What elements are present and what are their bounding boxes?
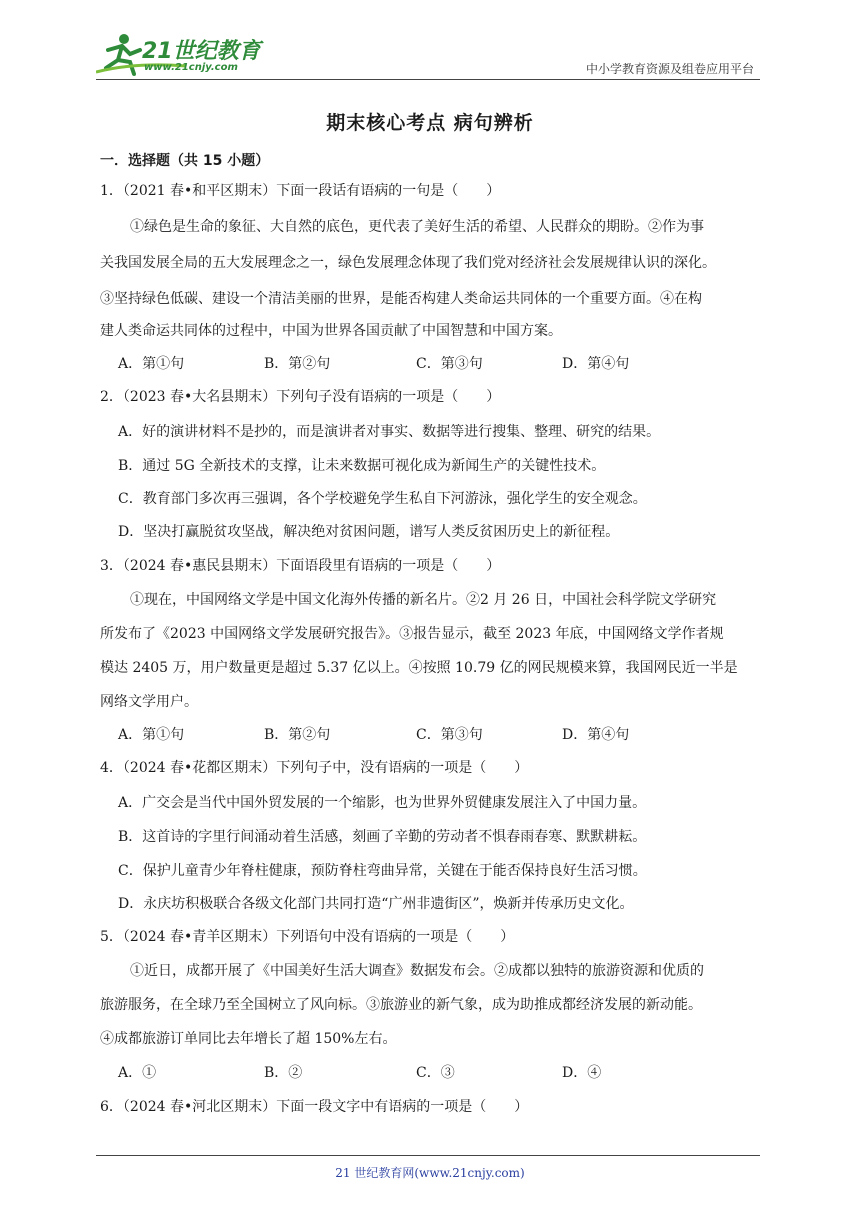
question-3-line: ①现在，中国网络文学是中国文化海外传播的新名片。②2 月 26 日，中国社会科学院文学研究 xyxy=(130,592,717,608)
question-5-option-b: B．② xyxy=(264,1065,303,1081)
question-4-option-a: A．广交会是当代中国外贸发展的一个缩影，也为世界外贸健康发展注入了中国力量。 xyxy=(118,795,647,811)
question-3-line: 所发布了《2023 中国网络文学发展研究报告》。③报告显示，截至 2023 年底，中国网络文学作者规 xyxy=(100,626,724,642)
question-1-line: 关我国发展全局的五大发展理念之一，绿色发展理念体现了我们党对经济社会发展规律认识的深化。 xyxy=(100,255,716,271)
question-1-line: ③坚持绿色低碳、建设一个清洁美丽的世界，是能否构建人类命运共同体的一个重要方面。④在构 xyxy=(100,291,702,307)
question-2-stem: 2．（2023 春•大名县期末）下列句子没有语病的一项是（ ） xyxy=(100,389,501,405)
header-divider xyxy=(96,79,760,80)
question-5-option-a: A．① xyxy=(118,1065,157,1081)
question-1-line: 建人类命运共同体的过程中，中国为世界各国贡献了中国智慧和中国方案。 xyxy=(100,323,562,339)
question-3-line: 网络文学用户。 xyxy=(100,694,198,710)
question-5-stem: 5．（2024 春•青羊区期末）下列语句中没有语病的一项是（ ） xyxy=(100,929,515,945)
question-3-line: 模达 2405 万，用户数量更是超过 5.37 亿以上。④按照 10.79 亿的网民规模来算，我国网民近一半是 xyxy=(100,660,738,676)
question-2-option-c: C．教育部门多次再三强调，各个学校避免学生私自下河游泳，强化学生的安全观念。 xyxy=(118,491,647,507)
question-5-line: 旅游服务，在全球乃至全国树立了风向标。③旅游业的新气象，成为助推成都经济发展的新动能。 xyxy=(100,997,702,1013)
page-footer: 21 世纪教育网(www.21cnjy.com) xyxy=(335,1166,525,1180)
question-1-option-a: A．第①句 xyxy=(118,356,185,372)
question-6-stem: 6．（2024 春•河北区期末）下面一段文字中有语病的一项是（ ） xyxy=(100,1099,529,1115)
page-title: 期末核心考点 病句辨析 xyxy=(326,112,534,134)
question-4-option-c: C．保护儿童青少年脊柱健康，预防脊柱弯曲异常，关键在于能否保持良好生活习惯。 xyxy=(118,863,647,879)
question-4-stem: 4．（2024 春•花都区期末）下列句子中，没有语病的一项是（ ） xyxy=(100,760,529,776)
question-2-option-d: D．坚决打赢脱贫攻坚战，解决绝对贫困问题，谱写人类反贫困历史上的新征程。 xyxy=(118,524,620,540)
platform-name: 中小学教育资源及组卷应用平台 xyxy=(585,62,754,76)
question-5-line: ④成都旅游订单同比去年增长了超 150%左右。 xyxy=(100,1031,397,1047)
section-heading: 一．选择题（共 15 小题） xyxy=(100,153,270,169)
question-1-line: ①绿色是生命的象征、大自然的底色，更代表了美好生活的希望、人民群众的期盼。②作为事 xyxy=(130,219,704,235)
question-5-line: ①近日，成都开展了《中国美好生活大调查》数据发布会。②成都以独特的旅游资源和优质的 xyxy=(130,963,704,979)
question-1-option-d: D．第④句 xyxy=(562,356,630,372)
question-3-option-d: D．第④句 xyxy=(562,727,630,743)
question-2-option-a: A．好的演讲材料不是抄的，而是演讲者对事实、数据等进行搜集、整理、研究的结果。 xyxy=(118,424,661,440)
footer-divider xyxy=(96,1155,760,1156)
question-1-option-b: B．第②句 xyxy=(264,356,331,372)
question-3-option-a: A．第①句 xyxy=(118,727,185,743)
question-1-option-c: C．第③句 xyxy=(416,356,483,372)
page-header xyxy=(96,32,760,82)
question-3-option-b: B．第②句 xyxy=(264,727,331,743)
site-logo xyxy=(96,32,266,78)
question-3-stem: 3．（2024 春•惠民县期末）下面语段里有语病的一项是（ ） xyxy=(100,558,501,574)
logo-text: 21世纪教育 xyxy=(142,39,261,64)
question-5-option-c: C．③ xyxy=(416,1065,455,1081)
question-5-option-d: D．④ xyxy=(562,1065,602,1081)
question-3-option-c: C．第③句 xyxy=(416,727,483,743)
question-4-option-b: B．这首诗的字里行间涌动着生活感，刻画了辛勤的劳动者不惧春雨春寒、默默耕耘。 xyxy=(118,829,647,845)
question-4-option-d: D．永庆坊积极联合各级文化部门共同打造“广州非遗街区”，焕新并传承历史文化。 xyxy=(118,896,634,912)
logo-url: www.21cnjy.com xyxy=(144,62,238,73)
question-1-stem: 1．（2021 春•和平区期末）下面一段话有语病的一句是（ ） xyxy=(100,183,501,199)
question-2-option-b: B．通过 5G 全新技术的支撑，让未来数据可视化成为新闻生产的关键性技术。 xyxy=(118,458,606,474)
